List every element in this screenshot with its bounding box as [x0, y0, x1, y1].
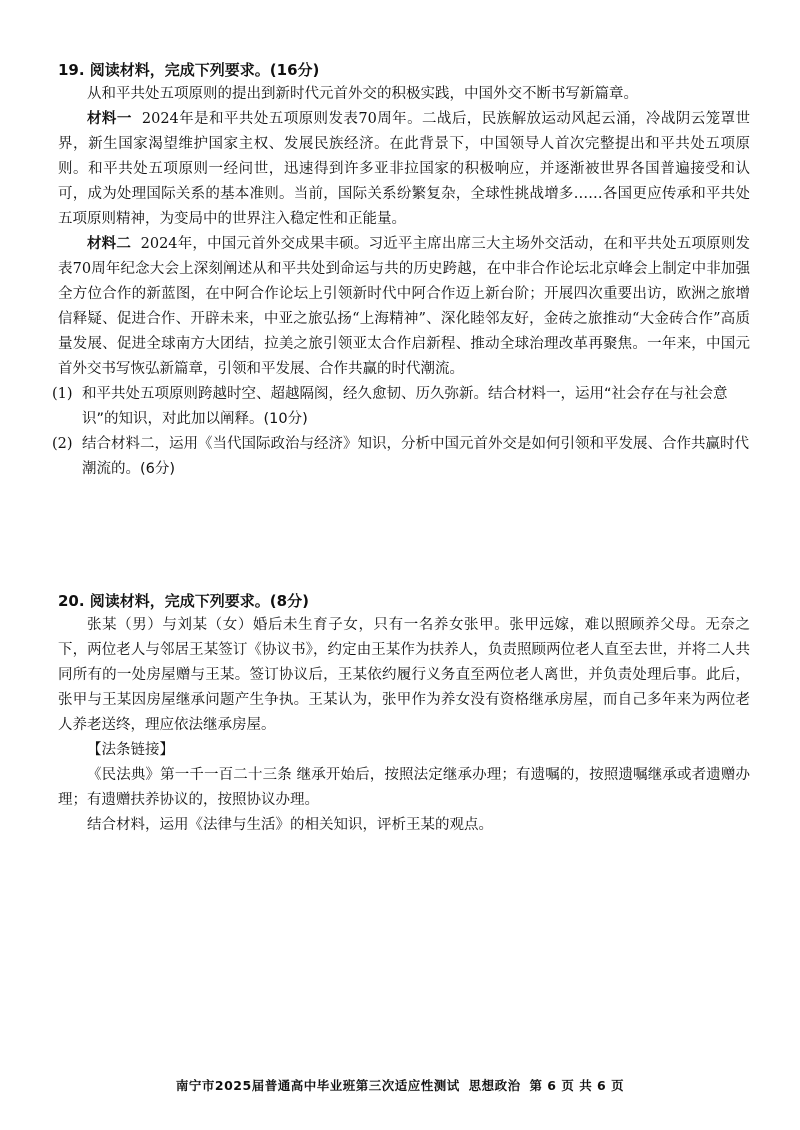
question-20 — [58, 589, 750, 838]
material-2-text: 2024年，中国元首外交成果丰硕。习近平主席出席三大主场外交活动，在和平共处五项原则发表70周年纪念大会上深刻阐述从和平共处到命运与共的历史跨越，在中非合作论坛北京峰会上制定中非加强全方位合作的新蓝图，在中阿合作论坛上引领新时代中阿合作迈上新台阶；开展四次重要出访，欧洲之旅增信释疑、促进合作、开辟未来，中亚之旅弘扬“上海精神”、深化睦邻友好，金砖之旅推动“大金砖合作”高质量发展、促进全球南方大团结，拉美之旅引领亚太合作启新程、推动全球治理改革再聚焦。一年来，中国元首外交书写恢弘新篇章，引领和平发展、合作共赢的时代潮流。 — [58, 236, 751, 377]
sub-question-1-number: (1) — [52, 386, 73, 402]
sub-question-2-text: 结合材料二，运用《当代国际政治与经济》知识，分析中国元首外交是如何引领和平发展、合作共赢时代潮流的。(6分) — [82, 436, 749, 477]
question-19 — [52, 58, 751, 482]
sub-question-2-number: (2) — [52, 436, 73, 452]
sub-question-2 — [52, 432, 750, 482]
question-20-material: 张某（男）与刘某（女）婚后未生育子女，只有一名养女张甲。张甲远嫁，难以照顾养父母。无奈之下，两位老人与邻居王某签订《协议书》，约定由王某作为扶养人，负责照顾两位老人直至去世，并将二人共同所有的一处房屋赠与王某。签订协议后，王某依约履行义务直至两位老人离世，并负责处理后事。此后，张甲与王某因房屋继承问题产生争执。王某认为，张甲作为养女没有资格继承房屋，而自己多年来为两位老人养老送终，理应依法继承房屋。 — [58, 617, 750, 733]
material-1-text: 2024年是和平共处五项原则发表70周年。二战后，民族解放运动风起云涌，冷战阴云笼罩世界，新生国家渴望维护国家主权、发展民族经济。在此背景下，中国领导人首次完整提出和平共处五项原则。和平共处五项原则一经问世，迅速得到许多亚非拉国家的积极响应，并逐渐被世界各国普遍接受和认可，成为处理国际关系的基本准则。当前，国际关系纷繁复杂，全球性挑战增多……各国更应传承和平共处五项原则精神，为变局中的世界注入稳定性和正能量。 — [58, 111, 751, 227]
sub-question-1-text: 和平共处五项原则跨越时空、超越隔阂，经久愈韧、历久弥新。结合材料一，运用“社会存在与社会意识”的知识，对此加以阐释。(10分) — [82, 386, 728, 427]
question-20-task: 结合材料，运用《法律与生活》的相关知识，评析王某的观点。 — [87, 817, 493, 833]
page-footer — [0, 1076, 800, 1094]
material-1-label: 材料一 — [87, 111, 132, 127]
material-2 — [58, 232, 750, 382]
question-19-intro: 从和平共处五项原则的提出到新时代元首外交的积极实践，中国外交不断书写新篇章。 — [87, 86, 638, 102]
footer-page-number: 第 6 页 共 6 页 — [529, 1078, 625, 1093]
law-heading: 【法条链接】 — [87, 742, 174, 758]
footer-subject: 思想政治 — [468, 1078, 521, 1093]
question-20-title: 20. 阅读材料，完成下列要求。(8分) — [58, 592, 309, 610]
footer-exam-name: 南宁市2025届普通高中毕业班第三次适应性测试 — [175, 1078, 460, 1093]
question-19-title: 19. 阅读材料，完成下列要求。(16分) — [58, 61, 320, 79]
exam-page — [52, 58, 751, 838]
material-2-label: 材料二 — [87, 236, 132, 252]
sub-question-1 — [52, 382, 750, 432]
law-text: 《民法典》第一千一百二十三条 继承开始后，按照法定继承办理；有遗嘱的，按照遗嘱继承或者遗赠办理；有遗赠扶养协议的，按照协议办理。 — [58, 767, 750, 808]
answer-space — [58, 482, 750, 589]
material-1 — [58, 107, 750, 232]
